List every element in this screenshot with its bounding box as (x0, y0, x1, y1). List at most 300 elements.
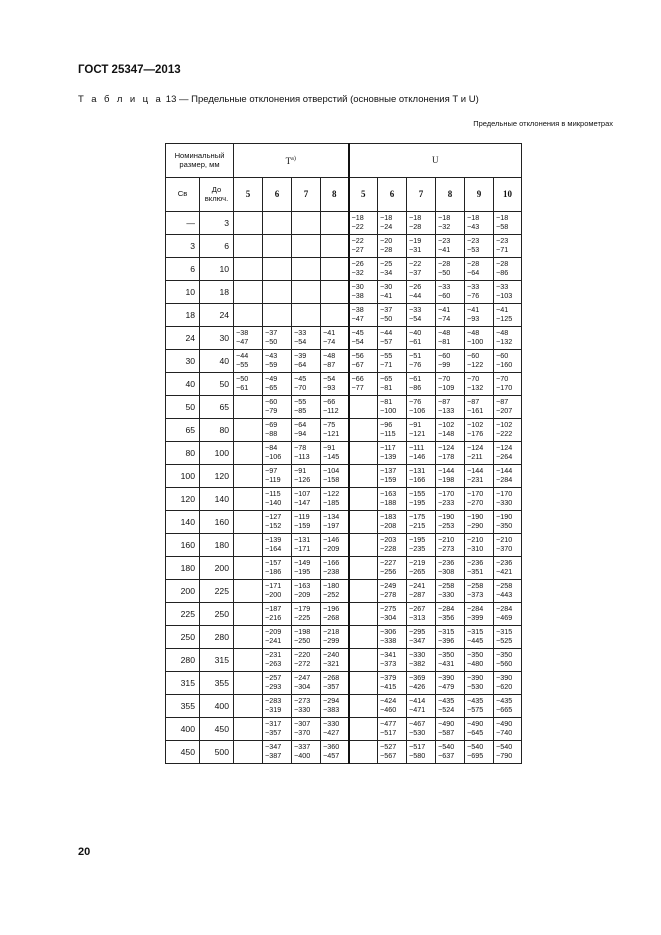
lower-deviation: −400 (294, 751, 311, 760)
table-row (166, 580, 522, 603)
deviation-cell (349, 603, 378, 626)
table-row (166, 741, 522, 764)
lower-deviation: −100 (467, 337, 484, 346)
upper-deviation: −467 (409, 719, 426, 729)
grade-header-t: 6 (263, 178, 292, 212)
lower-deviation: −373 (380, 659, 397, 668)
upper-deviation: −48 (496, 328, 509, 338)
upper-deviation: −33 (438, 282, 451, 292)
upper-deviation: −231 (265, 650, 282, 660)
lower-deviation: −313 (409, 613, 426, 622)
deviation-cell (378, 580, 407, 603)
lower-deviation: −147 (294, 498, 311, 507)
upper-deviation: −490 (496, 719, 513, 729)
grade-header-u: 6 (378, 178, 407, 212)
deviation-cell (234, 373, 263, 396)
table-row (166, 534, 522, 557)
upper-deviation: −127 (265, 512, 282, 522)
lower-deviation: −178 (438, 452, 455, 461)
deviation-cell (436, 258, 465, 281)
deviation-cell (436, 741, 465, 764)
upper-deviation: −33 (409, 305, 422, 315)
lower-deviation: −228 (380, 544, 397, 553)
lower-deviation: −125 (496, 314, 513, 323)
lower-deviation: −284 (496, 475, 513, 484)
upper-deviation: −60 (438, 351, 451, 361)
lower-deviation: −209 (323, 544, 340, 553)
deviation-cell (378, 626, 407, 649)
upper-deviation: −81 (380, 397, 393, 407)
deviation-cell (378, 488, 407, 511)
lower-deviation: −27 (351, 245, 364, 254)
lower-deviation: −373 (467, 590, 484, 599)
deviation-cell (349, 350, 378, 373)
upper-deviation: −170 (467, 489, 484, 499)
upper-deviation: −91 (294, 466, 307, 476)
deviation-cell (292, 258, 321, 281)
size-to: 80 (200, 419, 234, 442)
deviation-cell (292, 626, 321, 649)
deviation-cell (263, 511, 292, 534)
deviation-cell (494, 488, 522, 511)
lower-deviation: −387 (265, 751, 282, 760)
lower-deviation: −273 (438, 544, 455, 553)
deviation-cell (292, 212, 321, 235)
deviation-cell (465, 534, 494, 557)
lower-deviation: −50 (265, 337, 278, 346)
lower-deviation: −164 (265, 544, 282, 553)
upper-deviation: −435 (438, 696, 455, 706)
lower-deviation: −253 (438, 521, 455, 530)
lower-deviation: −225 (294, 613, 311, 622)
deviation-cell (494, 672, 522, 695)
table-row (166, 442, 522, 465)
deviation-cell (321, 396, 349, 419)
upper-deviation: −284 (496, 604, 513, 614)
table-row (166, 327, 522, 350)
deviation-cell (378, 281, 407, 304)
deviation-cell (494, 281, 522, 304)
lower-deviation: −55 (236, 360, 249, 369)
lower-deviation: −64 (467, 268, 480, 277)
upper-deviation: −219 (409, 558, 426, 568)
deviation-cell (407, 304, 436, 327)
lower-deviation: −148 (438, 429, 455, 438)
deviation-cell (465, 419, 494, 442)
upper-deviation: −115 (265, 489, 281, 499)
deviation-cell (378, 396, 407, 419)
deviation-cell (292, 373, 321, 396)
lower-deviation: −140 (265, 498, 282, 507)
lower-deviation: −268 (323, 613, 340, 622)
lower-deviation: −457 (323, 751, 340, 760)
size-from: 18 (166, 304, 200, 327)
lower-deviation: −158 (323, 475, 340, 484)
deviation-cell (321, 327, 349, 350)
deviation-cell (407, 488, 436, 511)
deviation-cell (234, 534, 263, 557)
deviation-cell (234, 626, 263, 649)
lower-deviation: −43 (467, 222, 480, 231)
deviation-cell (436, 534, 465, 557)
upper-deviation: −122 (323, 489, 340, 499)
deviation-cell (378, 442, 407, 465)
deviation-cell (494, 212, 522, 235)
upper-deviation: −540 (467, 742, 484, 752)
deviation-cell (292, 488, 321, 511)
upper-deviation: −70 (496, 374, 509, 384)
lower-deviation: −560 (496, 659, 513, 668)
deviation-cell (234, 557, 263, 580)
upper-deviation: −210 (496, 535, 513, 545)
deviation-cell (292, 235, 321, 258)
upper-deviation: −236 (496, 558, 513, 568)
deviation-cell (292, 511, 321, 534)
lower-deviation: −93 (323, 383, 336, 392)
size-to: 140 (200, 488, 234, 511)
lower-deviation: −159 (380, 475, 397, 484)
deviation-cell (494, 695, 522, 718)
deviation-cell (407, 281, 436, 304)
table-row (166, 350, 522, 373)
lower-deviation: −241 (265, 636, 282, 645)
upper-deviation: −196 (323, 604, 340, 614)
size-from: 180 (166, 557, 200, 580)
deviation-cell (263, 741, 292, 764)
upper-deviation: −51 (409, 351, 422, 361)
deviation-cell (407, 511, 436, 534)
upper-deviation: −350 (467, 650, 484, 660)
upper-deviation: −284 (467, 604, 484, 614)
deviations-table (165, 143, 522, 764)
lower-deviation: −70 (294, 383, 307, 392)
deviation-cell (234, 488, 263, 511)
upper-deviation: −70 (467, 374, 480, 384)
upper-deviation: −75 (323, 420, 336, 430)
upper-deviation: −209 (265, 627, 282, 637)
grade-header-u: 5 (349, 178, 378, 212)
caption-text: 13 — Предельные отклонения отверстий (основные отклонения Т и U) (165, 94, 479, 105)
upper-deviation: −240 (323, 650, 340, 660)
lower-deviation: −310 (467, 544, 484, 553)
size-to: 450 (200, 718, 234, 741)
size-to: 24 (200, 304, 234, 327)
size-to: 65 (200, 396, 234, 419)
lower-deviation: −445 (467, 636, 484, 645)
deviation-cell (436, 603, 465, 626)
upper-deviation: −166 (323, 558, 340, 568)
deviation-cell (263, 235, 292, 258)
deviation-cell (407, 580, 436, 603)
deviation-cell (292, 580, 321, 603)
deviation-cell (321, 534, 349, 557)
upper-deviation: −315 (467, 627, 484, 637)
upper-deviation: −41 (323, 328, 336, 338)
deviation-cell (378, 465, 407, 488)
deviation-cell (378, 741, 407, 764)
deviation-cell (465, 350, 494, 373)
lower-deviation: −112 (323, 406, 339, 415)
upper-deviation: −78 (294, 443, 307, 453)
lower-deviation: −263 (265, 659, 282, 668)
nominal-size-header: Номинальный размер, мм (166, 144, 234, 178)
deviation-cell (494, 235, 522, 258)
lower-deviation: −740 (496, 728, 513, 737)
deviation-cell (407, 603, 436, 626)
page-number: 20 (78, 846, 91, 858)
lower-deviation: −415 (380, 682, 397, 691)
deviation-cell (263, 350, 292, 373)
upper-deviation: −190 (496, 512, 513, 522)
lower-deviation: −85 (294, 406, 307, 415)
size-from: 140 (166, 511, 200, 534)
deviation-cell (494, 465, 522, 488)
upper-deviation: −180 (323, 581, 340, 591)
lower-deviation: −37 (409, 268, 422, 277)
deviation-cell (292, 419, 321, 442)
deviation-cell (234, 465, 263, 488)
deviation-cell (292, 649, 321, 672)
lower-deviation: −81 (438, 337, 451, 346)
size-to: 180 (200, 534, 234, 557)
upper-deviation: −146 (323, 535, 340, 545)
upper-deviation: −96 (380, 420, 393, 430)
deviation-cell (263, 465, 292, 488)
upper-deviation: −341 (380, 650, 397, 660)
deviation-cell (465, 281, 494, 304)
grade-header-u: 8 (436, 178, 465, 212)
deviation-cell (234, 396, 263, 419)
table-row (166, 373, 522, 396)
lower-deviation: −530 (409, 728, 426, 737)
upper-deviation: −284 (438, 604, 455, 614)
lower-deviation: −185 (323, 498, 340, 507)
upper-deviation: −257 (265, 673, 282, 683)
deviation-cell (349, 373, 378, 396)
upper-deviation: −139 (265, 535, 282, 545)
deviation-cell (436, 695, 465, 718)
deviation-cell (378, 235, 407, 258)
table-row (166, 465, 522, 488)
upper-deviation: −306 (380, 627, 397, 637)
lower-deviation: −290 (467, 521, 484, 530)
lower-deviation: −479 (438, 682, 455, 691)
upper-deviation: −87 (438, 397, 451, 407)
deviation-cell (321, 649, 349, 672)
size-from: 10 (166, 281, 200, 304)
upper-deviation: −183 (380, 512, 397, 522)
deviation-cell (436, 419, 465, 442)
upper-deviation: −60 (265, 397, 278, 407)
deviation-cell (494, 649, 522, 672)
lower-deviation: −60 (438, 291, 451, 300)
size-from: 400 (166, 718, 200, 741)
deviation-cell (321, 304, 349, 327)
lower-deviation: −208 (380, 521, 397, 530)
lower-deviation: −350 (496, 521, 513, 530)
deviation-cell (465, 373, 494, 396)
lower-deviation: −645 (467, 728, 484, 737)
deviation-cell (234, 442, 263, 465)
deviation-cell (234, 212, 263, 235)
deviation-cell (292, 718, 321, 741)
deviation-cell (321, 557, 349, 580)
deviation-cell (263, 626, 292, 649)
upper-deviation: −22 (351, 236, 364, 246)
lower-deviation: −198 (438, 475, 455, 484)
upper-deviation: −26 (409, 282, 422, 292)
upper-deviation: −307 (294, 719, 311, 729)
deviation-cell (465, 580, 494, 603)
deviation-cell (494, 258, 522, 281)
upper-deviation: −283 (265, 696, 282, 706)
deviation-cell (465, 672, 494, 695)
lower-deviation: −74 (438, 314, 451, 323)
deviation-cell (407, 419, 436, 442)
deviation-cell (465, 304, 494, 327)
lower-deviation: −347 (409, 636, 426, 645)
lower-deviation: −41 (380, 291, 393, 300)
upper-deviation: −144 (496, 466, 513, 476)
table-row (166, 649, 522, 672)
deviation-cell (234, 304, 263, 327)
deviation-cell (321, 718, 349, 741)
lower-deviation: −146 (409, 452, 426, 461)
deviation-cell (349, 465, 378, 488)
upper-deviation: −203 (380, 535, 397, 545)
lower-deviation: −106 (265, 452, 282, 461)
deviation-cell (263, 649, 292, 672)
upper-deviation: −131 (409, 466, 426, 476)
lower-deviation: −330 (294, 705, 311, 714)
deviation-cell (494, 419, 522, 442)
deviation-cell (292, 741, 321, 764)
lower-deviation: −287 (409, 590, 426, 599)
lower-deviation: −256 (380, 567, 397, 576)
size-from: 315 (166, 672, 200, 695)
deviation-cell (263, 534, 292, 557)
upper-deviation: −91 (323, 443, 336, 453)
size-to: 225 (200, 580, 234, 603)
lower-deviation: −620 (496, 682, 513, 691)
deviation-cell (407, 212, 436, 235)
upper-deviation: −540 (496, 742, 513, 752)
lower-deviation: −113 (294, 452, 310, 461)
size-from: 250 (166, 626, 200, 649)
size-to: 6 (200, 235, 234, 258)
deviation-cell (378, 327, 407, 350)
upper-deviation: −190 (438, 512, 455, 522)
deviation-cell (494, 373, 522, 396)
deviation-cell (494, 327, 522, 350)
deviation-cell (349, 557, 378, 580)
upper-deviation: −66 (323, 397, 336, 407)
upper-deviation: −163 (294, 581, 311, 591)
deviation-cell (321, 603, 349, 626)
size-from: 160 (166, 534, 200, 557)
deviation-cell (321, 626, 349, 649)
lower-deviation: −32 (438, 222, 451, 231)
deviation-cell (263, 718, 292, 741)
upper-deviation: −48 (323, 351, 336, 361)
deviation-cell (465, 695, 494, 718)
deviation-cell (378, 350, 407, 373)
upper-deviation: −30 (351, 282, 364, 292)
lower-deviation: −382 (409, 659, 426, 668)
deviation-cell (436, 649, 465, 672)
upper-deviation: −41 (467, 305, 480, 315)
lower-deviation: −61 (236, 383, 249, 392)
lower-deviation: −115 (380, 429, 396, 438)
upper-deviation: −317 (265, 719, 282, 729)
upper-deviation: −102 (467, 420, 484, 430)
lower-deviation: −695 (467, 751, 484, 760)
upper-deviation: −241 (409, 581, 426, 591)
upper-deviation: −44 (380, 328, 393, 338)
lower-deviation: −525 (496, 636, 513, 645)
upper-deviation: −360 (323, 742, 340, 752)
deviation-cell (321, 442, 349, 465)
size-from: 24 (166, 327, 200, 350)
deviation-cell (263, 304, 292, 327)
deviation-cell (349, 258, 378, 281)
deviation-cell (436, 373, 465, 396)
upper-deviation: −190 (467, 512, 484, 522)
lower-deviation: −308 (438, 567, 455, 576)
deviation-cell (436, 557, 465, 580)
deviation-cell (378, 649, 407, 672)
deviation-cell (263, 488, 292, 511)
lower-deviation: −44 (409, 291, 422, 300)
deviation-cell (465, 557, 494, 580)
deviation-cell (263, 281, 292, 304)
lower-deviation: −396 (438, 636, 455, 645)
lower-deviation: −215 (409, 521, 426, 530)
size-to: 500 (200, 741, 234, 764)
deviation-cell (465, 649, 494, 672)
upper-deviation: −38 (351, 305, 364, 315)
deviation-cell (292, 327, 321, 350)
lower-deviation: −209 (294, 590, 311, 599)
lower-deviation: −59 (265, 360, 278, 369)
upper-deviation: −124 (467, 443, 484, 453)
upper-deviation: −28 (496, 259, 509, 269)
lower-deviation: −330 (496, 498, 513, 507)
lower-deviation: −195 (409, 498, 426, 507)
size-to: 280 (200, 626, 234, 649)
deviation-cell (494, 557, 522, 580)
deviation-cell (436, 488, 465, 511)
deviation-cell (494, 534, 522, 557)
table-row (166, 557, 522, 580)
upper-deviation: −227 (380, 558, 397, 568)
deviation-cell (494, 718, 522, 741)
lower-deviation: −87 (323, 360, 336, 369)
upper-deviation: −210 (467, 535, 484, 545)
upper-deviation: −155 (409, 489, 426, 499)
upper-deviation: −18 (409, 213, 422, 223)
upper-deviation: −330 (323, 719, 340, 729)
lower-deviation: −304 (294, 682, 311, 691)
deviation-cell (349, 396, 378, 419)
lower-deviation: −357 (323, 682, 340, 691)
deviation-cell (407, 741, 436, 764)
deviation-cell (407, 235, 436, 258)
deviation-cell (349, 580, 378, 603)
deviation-cell (263, 603, 292, 626)
lower-deviation: −188 (380, 498, 397, 507)
deviation-cell (436, 511, 465, 534)
